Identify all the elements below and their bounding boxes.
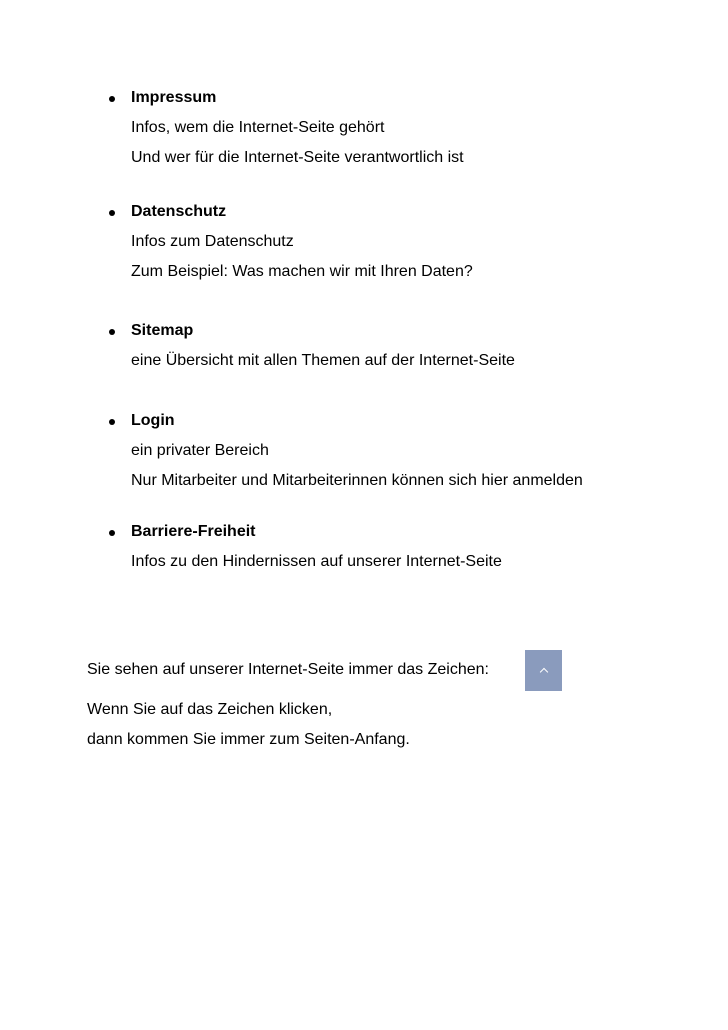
item-text: eine Übersicht mit allen Themen auf der Internet-Seite xyxy=(131,352,515,369)
item-text: Infos zum Datenschutz xyxy=(131,233,294,250)
bullet-icon xyxy=(109,419,115,425)
bullet-icon xyxy=(109,96,115,102)
item-title: Login xyxy=(131,412,175,429)
footer-text-line: Sie sehen auf unserer Internet-Seite immer das Zeichen: xyxy=(87,661,489,678)
item-title: Sitemap xyxy=(131,322,194,339)
item-text: Infos zu den Hindernissen auf unserer Internet-Seite xyxy=(131,553,502,570)
footer-text-line: dann kommen Sie immer zum Seiten-Anfang. xyxy=(87,731,410,748)
bullet-icon xyxy=(109,210,115,216)
item-title: Datenschutz xyxy=(131,203,227,220)
bullet-icon xyxy=(109,530,115,536)
item-text: Nur Mitarbeiter und Mitarbeiterinnen können sich hier anmelden xyxy=(131,472,583,489)
item-title: Impressum xyxy=(131,89,217,106)
footer-text-line: Wenn Sie auf das Zeichen klicken, xyxy=(87,701,333,718)
item-text: Und wer für die Internet-Seite verantwortlich ist xyxy=(131,149,464,166)
chevron-up-icon xyxy=(539,668,547,676)
item-text: Infos, wem die Internet-Seite gehört xyxy=(131,119,385,136)
item-title: Barriere-Freiheit xyxy=(131,523,256,540)
back-to-top-button[interactable] xyxy=(525,650,562,691)
item-text: ein privater Bereich xyxy=(131,442,269,459)
item-text: Zum Beispiel: Was machen wir mit Ihren Daten? xyxy=(131,263,473,280)
bullet-icon xyxy=(109,329,115,335)
